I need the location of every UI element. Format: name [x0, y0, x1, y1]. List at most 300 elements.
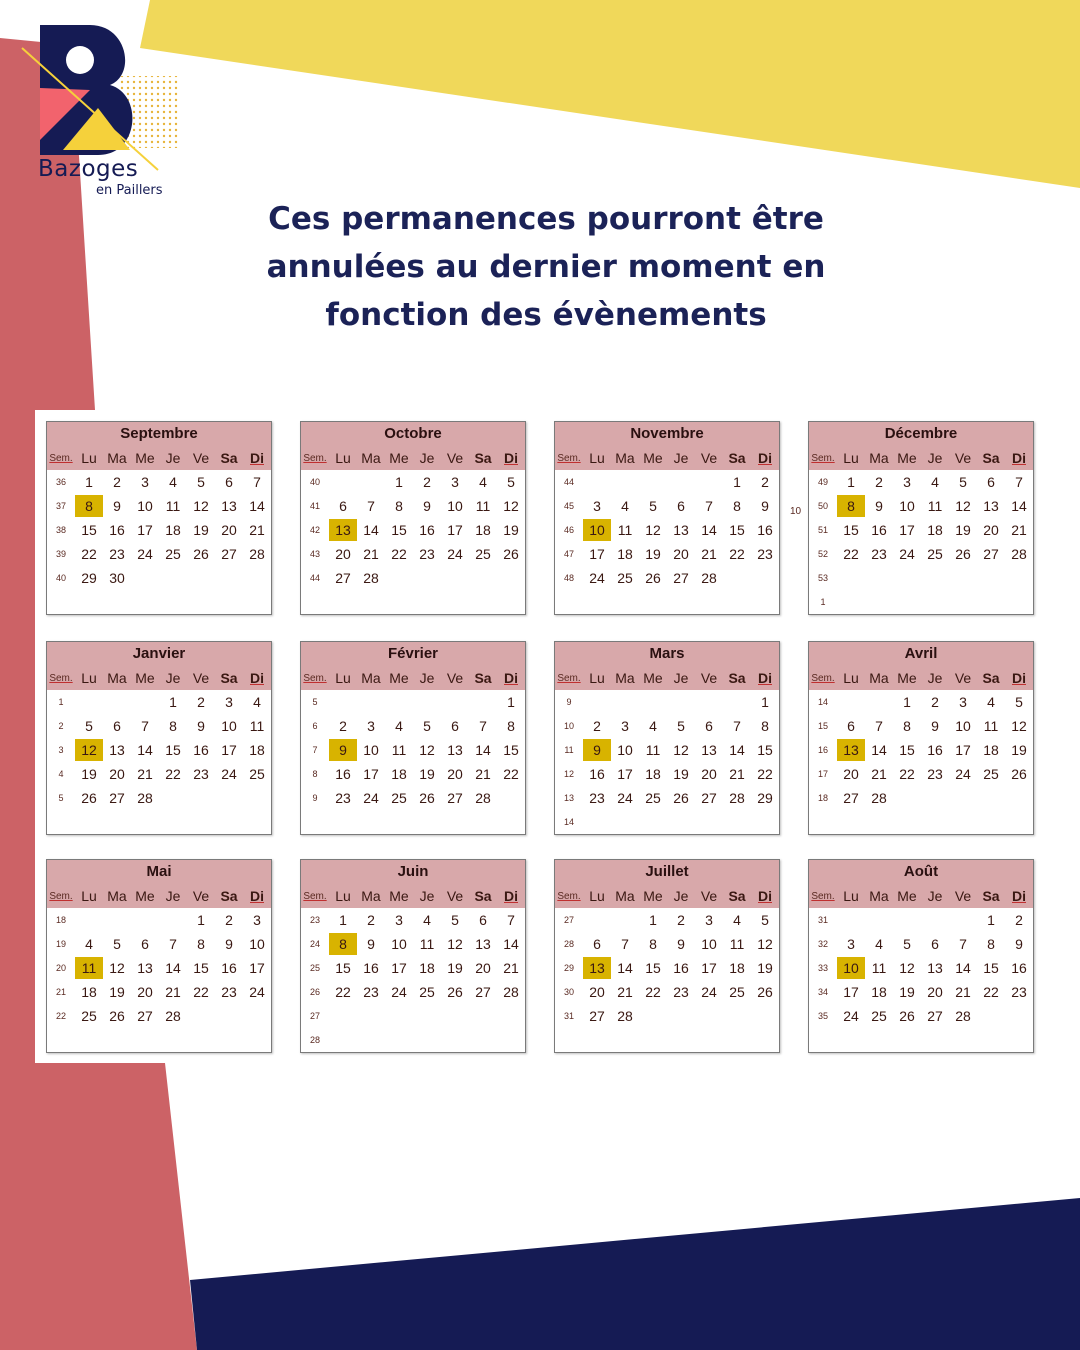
week-row [555, 590, 779, 614]
empty-cell [667, 1029, 695, 1051]
empty-cell [837, 591, 865, 613]
day-cell: 16 [363, 960, 379, 976]
empty-cell [921, 1029, 949, 1051]
day-cell: 23 [927, 766, 943, 782]
weekday-label: Ma [615, 670, 635, 686]
day-cell: 21 [729, 766, 745, 782]
empty-cell [977, 591, 1005, 613]
day-cell: 15 [843, 522, 859, 538]
day-cell: 5 [677, 718, 685, 734]
empty-cell [385, 591, 413, 613]
day-cell: 24 [899, 546, 915, 562]
empty-cell [921, 787, 949, 809]
week-row [47, 470, 271, 494]
empty-cell [103, 1029, 131, 1051]
day-cell: 26 [899, 1008, 915, 1024]
week-number: 9 [312, 793, 318, 803]
day-cell: 13 [983, 498, 999, 514]
day-cell: 17 [617, 766, 633, 782]
day-cell: 26 [955, 546, 971, 562]
empty-cell [329, 591, 357, 613]
day-cell: 3 [141, 474, 149, 490]
empty-cell [159, 811, 187, 833]
empty-cell [497, 787, 525, 809]
day-cell: 4 [875, 936, 883, 952]
day-cell: 10 [249, 936, 265, 952]
day-cell: 1 [733, 474, 741, 490]
empty-cell [583, 591, 611, 613]
empty-cell [215, 591, 243, 613]
day-cell: 26 [503, 546, 519, 562]
day-cell: 27 [335, 570, 351, 586]
day-cell: 8 [903, 718, 911, 734]
day-cell: 1 [507, 694, 515, 710]
day-cell: 5 [903, 936, 911, 952]
empty-cell [357, 471, 385, 493]
weekday-label: Ve [700, 450, 718, 466]
weekday-label: Ve [954, 450, 972, 466]
empty-cell [385, 811, 413, 833]
month-8 [46, 859, 272, 1053]
empty-cell [187, 567, 215, 589]
day-cell: 19 [109, 984, 125, 1000]
day-cell: 11 [391, 742, 407, 758]
yellow-band [140, 0, 1080, 188]
day-cell: 8 [987, 936, 995, 952]
week-row [555, 690, 779, 714]
day-cell: 23 [109, 546, 125, 562]
day-cell: 23 [871, 546, 887, 562]
empty-cell [695, 471, 723, 493]
week-label: Sem. [811, 672, 835, 684]
day-cell: 20 [701, 766, 717, 782]
empty-cell [751, 591, 779, 613]
day-cell: 12 [673, 742, 689, 758]
week-row [301, 1004, 525, 1028]
weekday-label: Je [419, 888, 435, 904]
day-cell: 14 [1011, 498, 1027, 514]
day-cell: 24 [391, 984, 407, 1000]
day-cell: 27 [221, 546, 237, 562]
navy-band [190, 1198, 1080, 1350]
weekday-label: Di [504, 450, 518, 466]
week-row [809, 714, 1033, 738]
empty-cell [131, 909, 159, 931]
weekday-label: Sa [474, 450, 492, 466]
day-cell: 25 [81, 1008, 97, 1024]
empty-cell [639, 1029, 667, 1051]
month-7 [808, 641, 1034, 835]
weekday-label: Lu [81, 450, 97, 466]
day-cell: 21 [165, 984, 181, 1000]
empty-cell [667, 471, 695, 493]
week-number: 8 [312, 769, 318, 779]
day-cell: 27 [983, 546, 999, 562]
empty-cell [497, 811, 525, 833]
empty-cell [1005, 591, 1033, 613]
weekday-label: Me [135, 888, 155, 904]
day-cell: 5 [113, 936, 121, 952]
day-cell: 24 [363, 790, 379, 806]
empty-cell [385, 1005, 413, 1027]
week-number: 48 [563, 573, 574, 583]
week-number: 12 [563, 769, 574, 779]
day-cell: 4 [85, 936, 93, 952]
weekday-label: Me [897, 450, 917, 466]
empty-cell [469, 691, 497, 713]
day-cell: 28 [955, 1008, 971, 1024]
week-row [809, 932, 1033, 956]
day-cell: 28 [137, 790, 153, 806]
day-cell: 5 [423, 718, 431, 734]
day-cell: 6 [593, 936, 601, 952]
day-cell: 6 [931, 936, 939, 952]
week-number: 31 [563, 1011, 574, 1021]
day-cell: 7 [1015, 474, 1023, 490]
empty-cell [977, 811, 1005, 833]
week-label: Sem. [303, 672, 327, 684]
weekday-label: Lu [589, 670, 605, 686]
permanence-day: 10 [837, 957, 865, 979]
day-cell: 15 [391, 522, 407, 538]
day-cell: 22 [391, 546, 407, 562]
week-row [809, 762, 1033, 786]
empty-cell [357, 691, 385, 713]
empty-cell [921, 567, 949, 589]
week-number: 33 [817, 963, 828, 973]
day-cell: 23 [1011, 984, 1027, 1000]
empty-cell [639, 591, 667, 613]
empty-cell [357, 1029, 385, 1051]
weekday-label: Ve [954, 670, 972, 686]
month-header [809, 860, 1033, 908]
week-number: 21 [55, 987, 66, 997]
day-cell: 11 [927, 498, 943, 514]
day-cell: 6 [225, 474, 233, 490]
day-cell: 24 [221, 766, 237, 782]
day-cell: 21 [137, 766, 153, 782]
empty-cell [723, 591, 751, 613]
weekday-label: Je [165, 670, 181, 686]
week-number: 31 [817, 915, 828, 925]
empty-cell [75, 909, 103, 931]
day-cell: 7 [507, 912, 515, 928]
weekday-header [809, 666, 1033, 690]
empty-cell [215, 567, 243, 589]
day-cell: 8 [733, 498, 741, 514]
day-cell: 20 [447, 766, 463, 782]
empty-cell [921, 591, 949, 613]
day-cell: 2 [931, 694, 939, 710]
weekday-label: Ve [192, 670, 210, 686]
week-row [555, 908, 779, 932]
day-cell: 18 [391, 766, 407, 782]
week-label: Sem. [557, 672, 581, 684]
empty-cell [131, 567, 159, 589]
week-row [301, 762, 525, 786]
weekday-label: Sa [982, 888, 1000, 904]
week-row [47, 494, 271, 518]
weekday-label: Ma [361, 450, 381, 466]
month-header [301, 860, 525, 908]
day-cell: 7 [875, 718, 883, 734]
day-cell: 28 [729, 790, 745, 806]
empty-cell [441, 567, 469, 589]
empty-cell [469, 811, 497, 833]
permanence-day: 8 [837, 495, 865, 517]
empty-cell [329, 691, 357, 713]
day-cell: 25 [927, 546, 943, 562]
day-cell: 1 [649, 912, 657, 928]
weekday-label: Ve [446, 670, 464, 686]
permanence-day: 8 [329, 933, 357, 955]
day-cell: 2 [593, 718, 601, 734]
weekday-label: Ve [192, 888, 210, 904]
weekday-label: Je [927, 888, 943, 904]
week-row [47, 810, 271, 834]
empty-cell [977, 1005, 1005, 1027]
month-title: Novembre [630, 425, 704, 442]
empty-cell [611, 691, 639, 713]
day-cell: 15 [729, 522, 745, 538]
day-cell: 22 [335, 984, 351, 1000]
weekday-label: Ma [107, 670, 127, 686]
week-label: Sem. [49, 672, 73, 684]
week-number: 34 [817, 987, 828, 997]
week-number: 16 [817, 745, 828, 755]
week-number: 27 [309, 1011, 320, 1021]
day-cell: 7 [253, 474, 261, 490]
weekday-label: Je [673, 888, 689, 904]
month-1 [300, 421, 526, 615]
day-cell: 17 [701, 960, 717, 976]
day-cell: 10 [955, 718, 971, 734]
day-cell: 2 [113, 474, 121, 490]
empty-cell [413, 811, 441, 833]
empty-cell [893, 1029, 921, 1051]
weekday-label: Je [419, 670, 435, 686]
day-cell: 21 [363, 546, 379, 562]
weekday-label: Lu [335, 888, 351, 904]
day-cell: 12 [193, 498, 209, 514]
day-cell: 15 [983, 960, 999, 976]
weekday-label: Di [758, 670, 772, 686]
empty-cell [357, 1005, 385, 1027]
day-cell: 17 [391, 960, 407, 976]
day-cell: 4 [987, 694, 995, 710]
day-cell: 20 [983, 522, 999, 538]
day-cell: 3 [705, 912, 713, 928]
week-label: Sem. [557, 890, 581, 902]
weekday-label: Di [758, 888, 772, 904]
weekday-label: Me [643, 888, 663, 904]
day-cell: 25 [645, 790, 661, 806]
day-cell: 24 [843, 1008, 859, 1024]
week-label: Sem. [557, 452, 581, 464]
empty-cell [723, 691, 751, 713]
weekday-label: Je [165, 450, 181, 466]
day-cell: 3 [903, 474, 911, 490]
empty-cell [103, 691, 131, 713]
day-cell: 25 [617, 570, 633, 586]
weekday-header [555, 884, 779, 908]
week-row [555, 714, 779, 738]
month-4 [46, 641, 272, 835]
empty-cell [893, 567, 921, 589]
day-cell: 27 [137, 1008, 153, 1024]
day-cell: 23 [673, 984, 689, 1000]
day-cell: 19 [757, 960, 773, 976]
day-cell: 3 [847, 936, 855, 952]
week-number: 27 [563, 915, 574, 925]
day-cell: 22 [193, 984, 209, 1000]
permanence-day: 12 [75, 739, 103, 761]
day-cell: 7 [169, 936, 177, 952]
week-row [301, 810, 525, 834]
weekday-label: Sa [728, 450, 746, 466]
day-cell: 3 [621, 718, 629, 734]
week-row [47, 956, 271, 980]
day-cell: 15 [335, 960, 351, 976]
week-row [301, 786, 525, 810]
weekday-label: Lu [81, 670, 97, 686]
day-cell: 23 [335, 790, 351, 806]
day-cell: 21 [617, 984, 633, 1000]
day-cell: 18 [983, 742, 999, 758]
day-cell: 27 [673, 570, 689, 586]
day-cell: 19 [193, 522, 209, 538]
weekday-header [47, 666, 271, 690]
day-cell: 27 [589, 1008, 605, 1024]
week-number: 14 [817, 697, 828, 707]
month-9 [300, 859, 526, 1053]
week-number: 17 [817, 769, 828, 779]
weekday-label: Di [758, 450, 772, 466]
day-cell: 5 [451, 912, 459, 928]
week-number: 29 [563, 963, 574, 973]
empty-cell [949, 787, 977, 809]
week-row [301, 956, 525, 980]
empty-cell [215, 811, 243, 833]
day-cell: 26 [193, 546, 209, 562]
permanence-day: 11 [75, 957, 103, 979]
empty-cell [441, 811, 469, 833]
week-number: 52 [817, 549, 828, 559]
weekday-label: Ma [869, 670, 889, 686]
day-cell: 18 [645, 766, 661, 782]
day-cell: 15 [645, 960, 661, 976]
day-cell: 15 [193, 960, 209, 976]
day-cell: 26 [645, 570, 661, 586]
day-cell: 1 [197, 912, 205, 928]
day-cell: 28 [363, 570, 379, 586]
weekday-label: Di [250, 450, 264, 466]
week-label: Sem. [303, 452, 327, 464]
day-cell: 13 [475, 936, 491, 952]
week-number: 28 [309, 1035, 320, 1045]
week-row [301, 566, 525, 590]
empty-cell [949, 811, 977, 833]
week-row [555, 956, 779, 980]
day-cell: 26 [447, 984, 463, 1000]
weekday-header [301, 666, 525, 690]
day-cell: 14 [249, 498, 265, 514]
weekday-label: Sa [982, 450, 1000, 466]
week-number: 1 [58, 697, 64, 707]
day-cell: 8 [761, 718, 769, 734]
day-cell: 3 [253, 912, 261, 928]
day-cell: 17 [249, 960, 265, 976]
week-number: 44 [309, 573, 320, 583]
empty-cell [187, 1029, 215, 1051]
month-2 [554, 421, 780, 615]
week-number: 18 [55, 915, 66, 925]
day-cell: 16 [589, 766, 605, 782]
day-cell: 11 [165, 498, 181, 514]
day-cell: 19 [1011, 742, 1027, 758]
day-cell: 15 [81, 522, 97, 538]
day-cell: 8 [649, 936, 657, 952]
week-number: 26 [309, 987, 320, 997]
weekday-label: Me [389, 888, 409, 904]
day-cell: 9 [677, 936, 685, 952]
day-cell: 19 [899, 984, 915, 1000]
day-cell: 3 [367, 718, 375, 734]
weekday-label: Me [643, 670, 663, 686]
permanence-day: 9 [329, 739, 357, 761]
empty-cell [949, 1029, 977, 1051]
weekday-header [555, 666, 779, 690]
day-cell: 16 [109, 522, 125, 538]
day-cell: 24 [137, 546, 153, 562]
empty-cell [751, 811, 779, 833]
month-header [555, 642, 779, 690]
day-cell: 4 [931, 474, 939, 490]
month-title: Février [387, 645, 439, 662]
day-cell: 19 [645, 546, 661, 562]
weekday-label: Je [927, 670, 943, 686]
day-cell: 30 [109, 570, 125, 586]
day-cell: 28 [617, 1008, 633, 1024]
day-cell: 14 [871, 742, 887, 758]
empty-cell [865, 811, 893, 833]
month-body [301, 690, 525, 834]
day-cell: 26 [81, 790, 97, 806]
week-row [301, 738, 525, 762]
empty-cell [893, 909, 921, 931]
week-number: 25 [309, 963, 320, 973]
week-row [809, 590, 1033, 614]
week-row [555, 494, 779, 518]
day-cell: 14 [729, 742, 745, 758]
empty-cell [921, 909, 949, 931]
empty-cell [949, 567, 977, 589]
day-cell: 1 [761, 694, 769, 710]
empty-cell [187, 811, 215, 833]
empty-cell [441, 1029, 469, 1051]
week-number: 4 [58, 769, 64, 779]
day-cell: 2 [677, 912, 685, 928]
empty-cell [639, 471, 667, 493]
month-10 [554, 859, 780, 1053]
empty-cell [187, 591, 215, 613]
day-cell: 17 [955, 742, 971, 758]
day-cell: 12 [503, 498, 519, 514]
empty-cell [243, 1005, 271, 1027]
week-label: Sem. [811, 890, 835, 902]
day-cell: 11 [729, 936, 745, 952]
day-cell: 21 [701, 546, 717, 562]
